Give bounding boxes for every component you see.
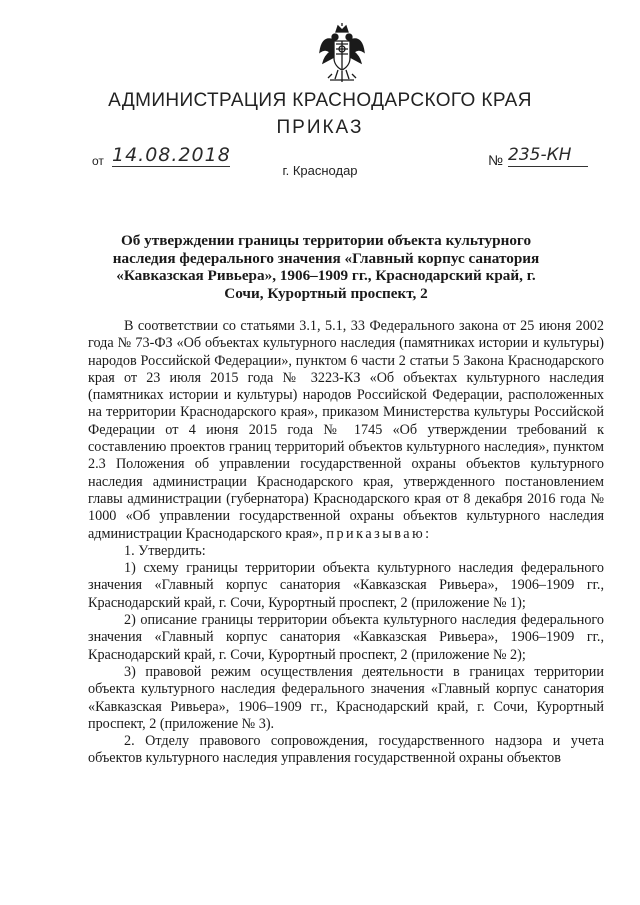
preamble-paragraph [88,318,604,543]
item-1-1: 1) схему границы территории объекта культурного наследия федерального значения «Главный корпус санатория «Кавказская Ривьера», 1906–1909 гг., Краснодарский край, г. Сочи, Курортный проспект, 2 (приложение № 1); [88,560,604,611]
document-body [88,318,604,768]
date-prefix: от [92,154,104,168]
city-name: г. Краснодар [282,163,358,178]
handwritten-date: 14.08.2018 [112,144,231,166]
document-title: Об утверждении границы территории объекта культурного наследия федерального значения «Главный корпус санатория «Кавказская Ривьера», 1906–1909 гг., Краснодарский край, г. Сочи, Курортный проспект, 2 [112,232,540,302]
preamble-text: В соответствии со статьями 3.1, 5.1, 33 Федерального закона от 25 июня 2002 года № 73-ФЗ «Об объектах культурного наследия (памятниках истории и культуры) народов Российской Федерации», пунктом 6 части 2 статьи 5 Закона Краснодарского края от 23 июля 2015 года № 3223-КЗ «Об объектах культурного наследия (памятниках истории и культуры) народов Российской Федерации, расположенных на территории Краснодарского края», приказом Министерства культуры Российской Федерации от 4 июня 2015 года № 1745 «Об утверждении требований к составлению проектов границ территорий объектов культурного наследия», пунктом 2.3 Положения об управлении государственной охраны объектов культурного наследия администрации Краснодарского края, утвержденного постановлением главы администрации (губернатора) Краснодарского края от 8 декабря 2016 года № 1000 «Об управлении государственной охраны объектов культурного наследия администрации Краснодарского края», [88,318,604,542]
number-prefix: № [488,152,504,168]
organization-name: АДМИНИСТРАЦИЯ КРАСНОДАРСКОГО КРАЯ [108,90,532,111]
coat-of-arms-icon [318,22,366,86]
item-1-2: 2) описание границы территории объекта культурного наследия федерального значения «Главный корпус санатория «Кавказская Ривьера», 1906–1909 гг., Краснодарский край, г. Сочи, Курортный проспект, 2 (приложение № 2); [88,612,604,663]
item-1: 1. Утвердить: [124,542,206,559]
item-2: 2. Отделу правового сопровождения, государственного надзора и учета объектов культурного наследия управления государственной охраны объектов [88,733,604,767]
document-type: ПРИКАЗ [276,117,364,138]
handwritten-number: 235-КН [508,144,588,167]
order-word: приказываю: [326,525,432,542]
item-1-3: 3) правовой режим осуществления деятельности в границах территории объекта культурного наследия федерального значения «Главный корпус санатория «Кавказская Ривьера», 1906–1909 гг., Краснодарский край, г. Сочи, Курортный проспект, 2 (приложение № 3). [88,663,604,732]
